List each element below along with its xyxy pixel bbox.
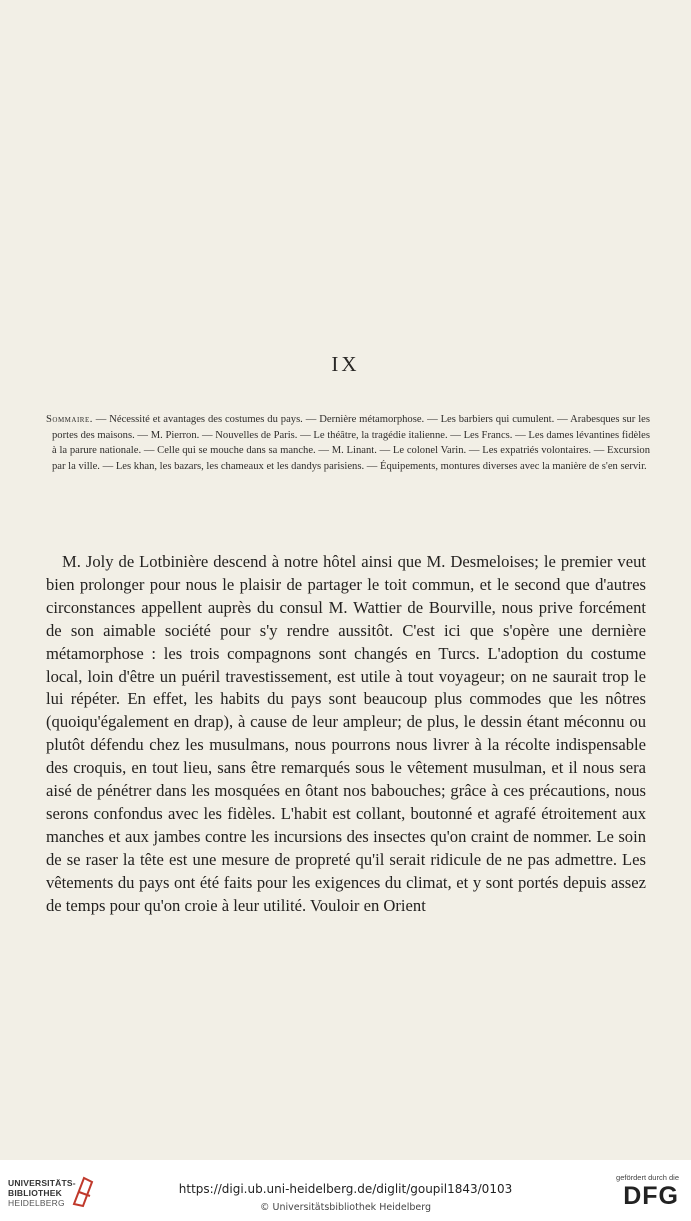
chapter-summary xyxy=(46,412,650,474)
copyright-notice: © Universitätsbibliothek Heidelberg xyxy=(259,1202,431,1213)
dfg-logo[interactable]: DFG xyxy=(623,1182,679,1210)
library-name-line1: UNIVERSITÄTS- xyxy=(8,1178,76,1188)
body-paragraph: M. Joly de Lotbinière descend à notre hôtel ainsi que M. Desmeloises; le premier veut bien prolonger pour nous le plaisir de partager le toit commun, et le second que d'autres circonstances appellent auprès du consul M. Wattier de Bourville, nous prive forcément de son aimable société pour s'y rendre aussitôt. C'est ici que s'opère une dernière métamorphose : les trois compagnons sont changés en Turcs. L'adoption du costume local, loin d'être un puéril travestissement, est utile à tout voyageur; on ne saurait trop le lui répéter. En effet, les habits du pays sont beaucoup plus commodes que les nôtres (quoiqu'également en drap), à cause de leur ampleur; de plus, le dessin étant méconnu ou plutôt défendu chez les musulmans, nous pourrons nous livrer à la récolte indispensable des croquis, en tout lieu, sans être remarqués sous le vêtement musulman, et il nous sera aisé de pénétrer dans les mosquées en ôtant nos babouches; grâce à ces précautions, nous serons confondus avec les fidèles. L'habit est collant, boutonné et agrafé étroitement aux manches et aux jambes contre les incursions des insectes qu'on craint de nommer. Le soin de se raser la tête est une mesure de propreté qu'il serait ridicule de ne pas admettre. Les vêtements du pays ont été faits pour les exigences du climat, et y sont portés depuis assez de temps pour qu'on croie à leur utilité. Vouloir en Orient xyxy=(46,552,646,915)
permalink-url[interactable]: https://digi.ub.uni-heidelberg.de/diglit/goupil1843/0103 xyxy=(178,1182,513,1196)
library-name-line2: BIBLIOTHEK xyxy=(8,1188,62,1198)
library-name-line3: HEIDELBERG xyxy=(8,1198,65,1208)
chapter-numeral: IX xyxy=(331,352,360,376)
summary-label: Sommaire. xyxy=(46,414,93,425)
viewer-footer xyxy=(0,1160,691,1221)
funder-caption: gefördert durch die xyxy=(616,1173,679,1182)
summary-text: — Nécessité et avantages des costumes du pays. — Dernière métamorphose. — Les barbiers qui cumulent. — Arabesques sur les portes des maisons. — M. Pierron. — Nouvelles de Paris. — Le théâtre, la tragédie italienne. — Les Francs. — Les dames lévantines fidèles à la parure nationale. — Celle qui se mouche dans sa manche. — M. Linant. — Le colonel Varin. — Les expatriés volontaires. — Excursion par la ville. — Les khan, les bazars, les chameaux et les dandys parisiens. — Équipements, montures diverses avec la manière de s'en servir. xyxy=(52,414,650,472)
